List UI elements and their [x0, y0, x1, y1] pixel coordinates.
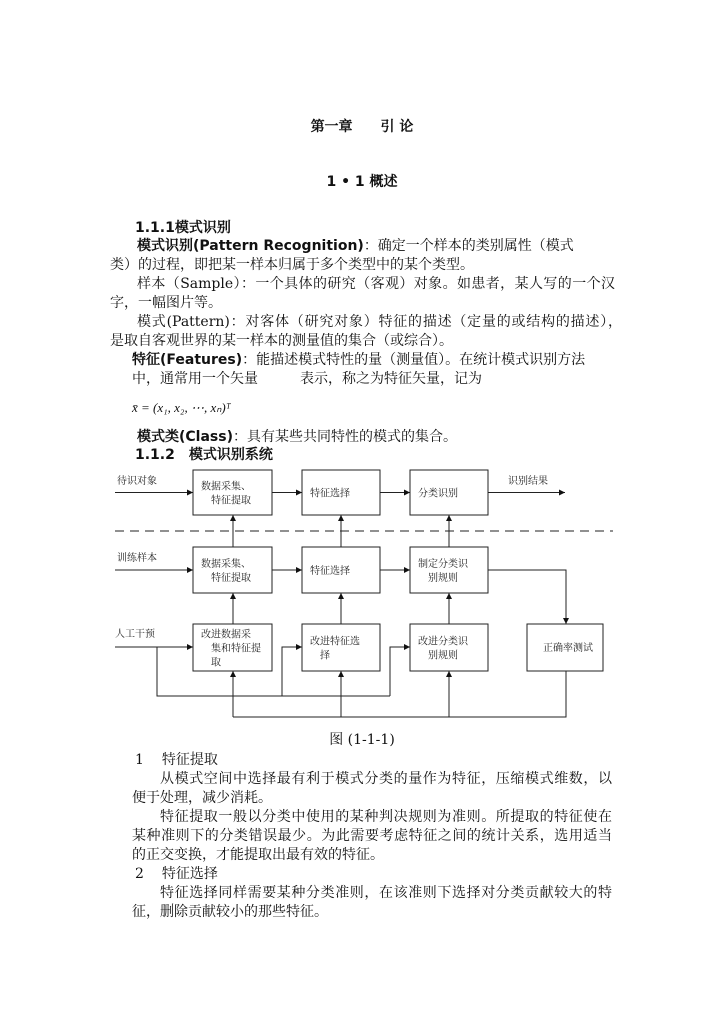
- heading-1-1-2: 1.1.2 模式识别系统: [135, 447, 273, 463]
- process-box: [410, 624, 488, 671]
- input-label: 待识对象: [117, 476, 157, 487]
- chapter-title: 第一章 引 论: [310, 119, 414, 135]
- feedback-line: [233, 671, 566, 717]
- paragraph-line: 特征提取一般以分类中使用的某种判决规则为准则。所提取的特征使在: [160, 809, 612, 825]
- paragraph-line: 字，一幅图片等。: [110, 295, 222, 311]
- definition: ：能描述模式特性的量（测量值）。在统计模式识别方法: [242, 352, 586, 368]
- box-label: 特征选择: [310, 488, 350, 500]
- box-label: 取: [211, 657, 221, 669]
- item-number: 1: [135, 752, 144, 768]
- box-label: 改进分类识: [418, 636, 468, 648]
- box-label: 别规则: [428, 573, 458, 584]
- box-label: 特征选择: [310, 566, 350, 577]
- process-box: [410, 547, 488, 593]
- box-label: 分类识别: [418, 488, 458, 500]
- box-label: 特征提取: [211, 495, 251, 507]
- paragraph-line: 从模式空间中选择最有利于模式分类的量作为特征，压缩模式维数，以: [160, 771, 612, 787]
- output-label: 识别结果: [508, 476, 548, 487]
- paragraph-line: 的正交变换，才能提取出最有效的特征。: [132, 847, 384, 863]
- item-title: 特征提取: [161, 752, 218, 768]
- paragraph-line: 便于处理，减少消耗。: [132, 790, 272, 806]
- box-label: 改进特征选: [310, 636, 360, 648]
- box-label: 正确率测试: [543, 643, 593, 654]
- figure-caption: 图 (1-1-1): [329, 732, 395, 748]
- process-box: [193, 470, 272, 515]
- box-label: 制定分类识: [418, 559, 468, 570]
- item-title: 特征选择: [161, 866, 218, 882]
- definition: ：确定一个样本的类别属性（模式: [363, 238, 574, 254]
- subheading-feature-selection: [135, 865, 218, 883]
- feature-vector-formula: x̄ = (x₁, x₂, ⋯, xₙ)ᵀ: [132, 400, 231, 415]
- paragraph-line: 中，通常用一个矢量 表示，称之为特征矢量，记为: [132, 371, 482, 387]
- input-label: 人工干预: [115, 629, 155, 640]
- paragraph-line: 某种准则下的分类错误最少。为此需要考虑特征之间的统计关系，选用适当: [132, 828, 612, 844]
- box-label: 特征提取: [211, 573, 251, 584]
- box-label: 择: [320, 650, 330, 662]
- box-label: 数据采集、: [201, 559, 251, 570]
- paragraph-line: 特征选择同样需要某种分类准则，在该准则下选择对分类贡献较大的特: [160, 885, 612, 901]
- box-label: 数据采集、: [201, 481, 251, 493]
- paragraph-line: 样本（Sample）：一个具体的研究（客观）对象。如患者，某人写的一个汉: [137, 276, 615, 292]
- box-label: 改进数据采: [201, 629, 251, 641]
- box-label: 集和特征提: [211, 643, 261, 655]
- term: 特征(Features): [132, 352, 243, 368]
- item-number: 2: [135, 866, 144, 882]
- section-title: 1 • 1 概述: [326, 174, 398, 190]
- subheading-feature-extraction: [135, 751, 218, 769]
- paragraph-line: 是取自客观世界的某一样本的测量值的集合（或综合）。: [110, 333, 453, 349]
- paragraph-line: 类）的过程，即把某一样本归属于多个类型中的某个类型。: [110, 257, 474, 273]
- term: 模式识别(Pattern Recognition): [137, 238, 364, 254]
- term: 模式类(Class): [137, 429, 233, 445]
- input-label: 训练样本: [117, 553, 157, 564]
- process-box: [193, 547, 272, 593]
- paragraph-line: 模式(Pattern)：对客体（研究对象）特征的描述（定量的或结构的描述），: [137, 314, 622, 330]
- paragraph-line: 征，删除贡献较小的那些特征。: [132, 904, 328, 920]
- box-label: 别规则: [428, 650, 458, 662]
- flow-arrow: [488, 570, 566, 624]
- manual-arrow: [390, 647, 410, 696]
- process-box: [302, 624, 380, 671]
- definition: ：具有某些共同特性的模式的集合。: [232, 429, 457, 445]
- manual-arrow: [282, 647, 302, 696]
- heading-1-1-1: 1.1.1模式识别: [135, 220, 231, 236]
